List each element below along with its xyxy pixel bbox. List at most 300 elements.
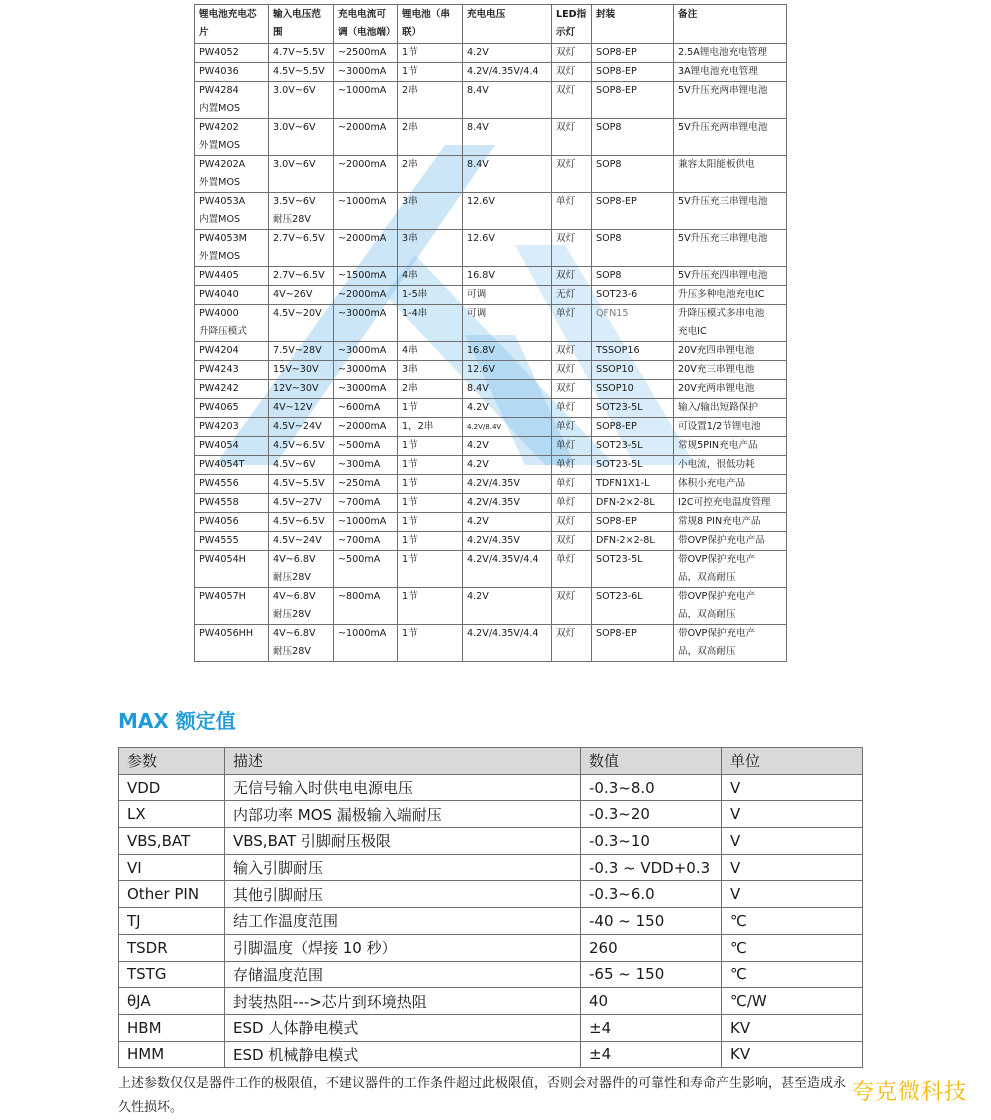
chip-table-row bbox=[195, 119, 787, 156]
max-table-row bbox=[119, 1041, 863, 1068]
cells-cell bbox=[398, 475, 463, 494]
chip-header-cell: LED指示灯 bbox=[552, 5, 592, 44]
input-voltage-cell-text: 4.5V~6.5V bbox=[273, 516, 325, 527]
chip-table-row bbox=[195, 230, 787, 267]
input-voltage-cell-text: 4.5V~24V bbox=[273, 535, 322, 546]
charge-voltage-cell bbox=[463, 551, 552, 588]
cells-cell-text: 1节 bbox=[402, 497, 418, 508]
cells-cell bbox=[398, 156, 463, 193]
led-cell bbox=[552, 551, 592, 588]
brand-watermark-text: 夸克微科技 bbox=[852, 1080, 968, 1105]
led-cell-text: 单灯 bbox=[556, 478, 576, 489]
cells-cell bbox=[398, 588, 463, 625]
charge-voltage-cell bbox=[463, 82, 552, 119]
charge-voltage-cell bbox=[463, 513, 552, 532]
cells-cell bbox=[398, 399, 463, 418]
chip-cell bbox=[195, 380, 269, 399]
charge-voltage-cell bbox=[463, 286, 552, 305]
led-cell bbox=[552, 475, 592, 494]
param-cell: TSDR bbox=[119, 934, 225, 961]
charge-voltage-cell bbox=[463, 456, 552, 475]
charge-voltage-cell-text: 4.2V/4.35V/4.4 bbox=[467, 628, 539, 639]
current-cell bbox=[334, 44, 398, 63]
input-voltage-cell-text: 4.5V~5.5V bbox=[273, 478, 325, 489]
chip-cell bbox=[195, 361, 269, 380]
unit-cell: ℃ bbox=[722, 934, 863, 961]
chip-table-row bbox=[195, 193, 787, 230]
package-cell-text: SOP8 bbox=[596, 233, 622, 244]
current-cell-text: ~3000mA bbox=[338, 345, 387, 356]
input-voltage-cell-text: 4V~6.8V bbox=[273, 591, 316, 602]
current-cell bbox=[334, 82, 398, 119]
value-cell: -65 ~ 150 bbox=[581, 961, 722, 988]
chip-cell-text: PW4056HH bbox=[199, 628, 254, 639]
max-table-row bbox=[119, 828, 863, 855]
cells-cell bbox=[398, 625, 463, 662]
max-table-row bbox=[119, 988, 863, 1015]
current-cell bbox=[334, 456, 398, 475]
current-cell bbox=[334, 342, 398, 361]
package-cell-text: TDFN1X1-L bbox=[596, 478, 650, 489]
package-cell-text: SOT23-5L bbox=[596, 440, 643, 451]
led-cell-text: 双灯 bbox=[556, 122, 576, 133]
unit-cell: ℃/W bbox=[722, 988, 863, 1015]
chip-table-row bbox=[195, 532, 787, 551]
led-cell bbox=[552, 44, 592, 63]
unit-cell: KV bbox=[722, 1014, 863, 1041]
charge-voltage-cell bbox=[463, 156, 552, 193]
description-cell: ESD 人体静电模式 bbox=[225, 1014, 581, 1041]
cells-cell bbox=[398, 361, 463, 380]
input-voltage-cell-text: 4.5V~5.5V bbox=[273, 66, 325, 77]
chip-cell-text: PW4040 bbox=[199, 289, 239, 300]
charge-voltage-cell-text: 4.2V bbox=[467, 459, 489, 470]
chip-cell-text: PW4052 bbox=[199, 47, 239, 58]
package-cell bbox=[592, 342, 674, 361]
input-voltage-cell-text: 4.7V~5.5V bbox=[273, 47, 325, 58]
max-table-row bbox=[119, 961, 863, 988]
charge-voltage-cell-text: 12.6V bbox=[467, 364, 495, 375]
chip-table-row bbox=[195, 286, 787, 305]
charge-voltage-cell bbox=[463, 361, 552, 380]
chip-cell bbox=[195, 475, 269, 494]
max-table-row bbox=[119, 1014, 863, 1041]
led-cell-text: 双灯 bbox=[556, 66, 576, 77]
package-cell-text: SOT23-6L bbox=[596, 591, 643, 602]
input-voltage-cell bbox=[269, 286, 334, 305]
current-cell-text: ~3000mA bbox=[338, 66, 387, 77]
charge-voltage-cell-text: 12.6V bbox=[467, 233, 495, 244]
input-voltage-cell bbox=[269, 193, 334, 230]
led-cell bbox=[552, 361, 592, 380]
input-voltage-cell bbox=[269, 44, 334, 63]
led-cell-text: 双灯 bbox=[556, 233, 576, 244]
input-voltage-cell-text: 4.5V~24V bbox=[273, 421, 322, 432]
max-table-row bbox=[119, 774, 863, 801]
input-voltage-cell bbox=[269, 475, 334, 494]
current-cell bbox=[334, 494, 398, 513]
note-cell bbox=[674, 494, 787, 513]
cells-cell-text: 4串 bbox=[402, 345, 418, 356]
param-cell: Other PIN bbox=[119, 881, 225, 908]
charge-voltage-cell-text: 8.4V bbox=[467, 122, 489, 133]
cells-cell bbox=[398, 418, 463, 437]
input-voltage-cell bbox=[269, 305, 334, 342]
note-cell-text: 5V升压充三串锂电池 bbox=[678, 233, 768, 244]
current-cell-text: ~1000mA bbox=[338, 85, 387, 96]
note-cell-text: 3A锂电池充电管理 bbox=[678, 66, 758, 77]
charger-chip-table bbox=[194, 4, 787, 662]
charge-voltage-cell bbox=[463, 399, 552, 418]
chip-cell bbox=[195, 267, 269, 286]
led-cell bbox=[552, 418, 592, 437]
led-cell-text: 单灯 bbox=[556, 459, 576, 470]
note-cell bbox=[674, 267, 787, 286]
chip-cell-text: PW4000 bbox=[199, 308, 239, 319]
charge-voltage-cell-text: 4.2V bbox=[467, 591, 489, 602]
chip-table-header bbox=[195, 5, 787, 44]
charge-voltage-cell-text: 8.4V bbox=[467, 85, 489, 96]
input-voltage-cell-text: 2.7V~6.5V bbox=[273, 233, 325, 244]
value-cell: ±4 bbox=[581, 1041, 722, 1068]
cells-cell-text: 1节 bbox=[402, 440, 418, 451]
led-cell-text: 单灯 bbox=[556, 402, 576, 413]
unit-cell: V bbox=[722, 828, 863, 855]
description-cell: VBS,BAT 引脚耐压极限 bbox=[225, 828, 581, 855]
chip-table-row bbox=[195, 342, 787, 361]
cells-cell-text: 1节 bbox=[402, 478, 418, 489]
note-cell bbox=[674, 456, 787, 475]
package-cell bbox=[592, 286, 674, 305]
current-cell-text: ~1000mA bbox=[338, 196, 387, 207]
note-cell bbox=[674, 119, 787, 156]
led-cell bbox=[552, 286, 592, 305]
package-cell-text: SOP8-EP bbox=[596, 85, 637, 96]
note-cell-text: 带OVP保护充电产 bbox=[678, 628, 756, 639]
package-cell-text: DFN-2×2-8L bbox=[596, 497, 655, 508]
param-cell: VDD bbox=[119, 774, 225, 801]
value-cell: 260 bbox=[581, 934, 722, 961]
chip-cell bbox=[195, 286, 269, 305]
cells-cell bbox=[398, 63, 463, 82]
led-cell-text: 双灯 bbox=[556, 159, 576, 170]
value-cell: ±4 bbox=[581, 1014, 722, 1041]
chip-table-row bbox=[195, 156, 787, 193]
package-cell bbox=[592, 44, 674, 63]
input-voltage-cell-subtext: 耐压28V bbox=[273, 609, 311, 620]
chip-cell-text: PW4242 bbox=[199, 383, 239, 394]
chip-cell-text: PW4054T bbox=[199, 459, 245, 470]
chip-table-row bbox=[195, 551, 787, 588]
charge-voltage-cell bbox=[463, 418, 552, 437]
led-cell bbox=[552, 82, 592, 119]
note-cell bbox=[674, 418, 787, 437]
led-cell-text: 单灯 bbox=[556, 440, 576, 451]
led-cell-text: 双灯 bbox=[556, 47, 576, 58]
chip-cell-text: PW4054 bbox=[199, 440, 239, 451]
note-cell bbox=[674, 551, 787, 588]
description-cell: 结工作温度范围 bbox=[225, 908, 581, 935]
charge-voltage-cell bbox=[463, 193, 552, 230]
note-cell bbox=[674, 532, 787, 551]
charge-voltage-cell-text: 4.2V/4.35V/4.4 bbox=[467, 554, 539, 565]
led-cell bbox=[552, 119, 592, 156]
input-voltage-cell-subtext: 耐压28V bbox=[273, 646, 311, 657]
input-voltage-cell-text: 15V~30V bbox=[273, 364, 319, 375]
input-voltage-cell bbox=[269, 119, 334, 156]
cells-cell bbox=[398, 342, 463, 361]
chip-table-row bbox=[195, 513, 787, 532]
chip-cell-text: PW4555 bbox=[199, 535, 239, 546]
package-cell-text: SOT23-5L bbox=[596, 554, 643, 565]
charge-voltage-cell-text: 可调 bbox=[467, 289, 487, 300]
charge-voltage-cell bbox=[463, 44, 552, 63]
package-cell bbox=[592, 156, 674, 193]
charge-voltage-cell-text: 16.8V bbox=[467, 270, 495, 281]
charge-voltage-cell-text: 4.2V/4.35V bbox=[467, 497, 520, 508]
cells-cell bbox=[398, 82, 463, 119]
chip-table-row bbox=[195, 267, 787, 286]
note-cell-subtext: 品，双高耐压 bbox=[678, 572, 736, 583]
package-cell-text: SOP8 bbox=[596, 122, 622, 133]
input-voltage-cell bbox=[269, 342, 334, 361]
chip-table-row bbox=[195, 44, 787, 63]
note-cell bbox=[674, 513, 787, 532]
max-header-cell: 单位 bbox=[722, 748, 863, 775]
cells-cell bbox=[398, 286, 463, 305]
chip-cell-text: PW4054H bbox=[199, 554, 246, 565]
chip-cell-text: PW4202 bbox=[199, 122, 239, 133]
chip-cell bbox=[195, 119, 269, 156]
cells-cell-text: 4串 bbox=[402, 270, 418, 281]
charge-voltage-cell bbox=[463, 342, 552, 361]
current-cell bbox=[334, 63, 398, 82]
description-cell: 引脚温度（焊接 10 秒） bbox=[225, 934, 581, 961]
note-cell-text: 20V充三串锂电池 bbox=[678, 364, 755, 375]
chip-cell bbox=[195, 456, 269, 475]
package-cell bbox=[592, 625, 674, 662]
note-cell bbox=[674, 437, 787, 456]
note-cell bbox=[674, 588, 787, 625]
input-voltage-cell bbox=[269, 82, 334, 119]
input-voltage-cell bbox=[269, 456, 334, 475]
input-voltage-cell bbox=[269, 513, 334, 532]
value-cell: -0.3~10 bbox=[581, 828, 722, 855]
current-cell bbox=[334, 156, 398, 193]
chip-cell-subtext: 内置MOS bbox=[199, 103, 241, 114]
cells-cell-text: 1节 bbox=[402, 535, 418, 546]
led-cell-text: 单灯 bbox=[556, 554, 576, 565]
led-cell bbox=[552, 267, 592, 286]
unit-cell: ℃ bbox=[722, 908, 863, 935]
chip-cell-text: PW4065 bbox=[199, 402, 239, 413]
chip-cell bbox=[195, 399, 269, 418]
cells-cell-text: 1节 bbox=[402, 47, 418, 58]
input-voltage-cell bbox=[269, 588, 334, 625]
current-cell-text: ~250mA bbox=[338, 478, 381, 489]
charge-voltage-cell-text: 4.2V bbox=[467, 516, 489, 527]
note-cell-text: 20V充两串锂电池 bbox=[678, 383, 755, 394]
value-cell: -40 ~ 150 bbox=[581, 908, 722, 935]
unit-cell: V bbox=[722, 854, 863, 881]
note-cell-text: 升降压模式多串电池 bbox=[678, 308, 765, 319]
led-cell bbox=[552, 513, 592, 532]
max-table-row bbox=[119, 854, 863, 881]
package-cell-text: DFN-2×2-8L bbox=[596, 535, 655, 546]
value-cell: -0.3~6.0 bbox=[581, 881, 722, 908]
note-cell-text: 可设置1/2节锂电池 bbox=[678, 421, 761, 432]
chip-cell bbox=[195, 513, 269, 532]
unit-cell: KV bbox=[722, 1041, 863, 1068]
max-header-cell: 数值 bbox=[581, 748, 722, 775]
cells-cell bbox=[398, 532, 463, 551]
chip-cell-text: PW4405 bbox=[199, 270, 239, 281]
input-voltage-cell bbox=[269, 399, 334, 418]
unit-cell: V bbox=[722, 774, 863, 801]
cells-cell bbox=[398, 380, 463, 399]
current-cell-text: ~2000mA bbox=[338, 233, 387, 244]
unit-cell: V bbox=[722, 801, 863, 828]
current-cell bbox=[334, 193, 398, 230]
current-cell bbox=[334, 475, 398, 494]
cells-cell-text: 1-4串 bbox=[402, 308, 428, 319]
cells-cell-text: 1节 bbox=[402, 628, 418, 639]
chip-cell bbox=[195, 551, 269, 588]
chip-table-body bbox=[195, 44, 787, 662]
led-cell bbox=[552, 193, 592, 230]
input-voltage-cell bbox=[269, 267, 334, 286]
charge-voltage-cell-text: 12.6V bbox=[467, 196, 495, 207]
note-cell bbox=[674, 625, 787, 662]
package-cell bbox=[592, 494, 674, 513]
chip-cell-subtext: 外置MOS bbox=[199, 140, 241, 151]
led-cell-text: 单灯 bbox=[556, 308, 576, 319]
chip-table-row bbox=[195, 475, 787, 494]
chip-cell-subtext: 升降压模式 bbox=[199, 326, 247, 337]
chip-header-cell: 备注 bbox=[674, 5, 787, 44]
chip-header-cell: 锂电池（串联） bbox=[398, 5, 463, 44]
note-cell-text: 常规5PIN充电产品 bbox=[678, 440, 758, 451]
current-cell-text: ~500mA bbox=[338, 440, 381, 451]
package-cell bbox=[592, 588, 674, 625]
charge-voltage-cell-text: 4.2V bbox=[467, 440, 489, 451]
note-cell bbox=[674, 380, 787, 399]
led-cell bbox=[552, 399, 592, 418]
charge-voltage-cell-text: 8.4V bbox=[467, 159, 489, 170]
package-cell-text: SOT23-5L bbox=[596, 402, 643, 413]
description-cell: ESD 机械静电模式 bbox=[225, 1041, 581, 1068]
note-cell bbox=[674, 305, 787, 342]
chip-header-cell: 充电电压 bbox=[463, 5, 552, 44]
cells-cell-text: 1节 bbox=[402, 516, 418, 527]
cells-cell-text: 1节 bbox=[402, 591, 418, 602]
cells-cell bbox=[398, 267, 463, 286]
package-cell-text: SOP8 bbox=[596, 270, 622, 281]
package-cell-text: SSOP10 bbox=[596, 383, 634, 394]
chip-cell bbox=[195, 342, 269, 361]
current-cell bbox=[334, 305, 398, 342]
max-table-row bbox=[119, 881, 863, 908]
cells-cell bbox=[398, 119, 463, 156]
note-cell-subtext: 充电IC bbox=[678, 326, 707, 337]
current-cell-text: ~2000mA bbox=[338, 421, 387, 432]
max-table-row bbox=[119, 908, 863, 935]
led-cell-text: 单灯 bbox=[556, 196, 576, 207]
cells-cell-text: 2串 bbox=[402, 122, 418, 133]
led-cell-text: 双灯 bbox=[556, 364, 576, 375]
chip-table-row bbox=[195, 456, 787, 475]
input-voltage-cell-text: 12V~30V bbox=[273, 383, 319, 394]
chip-table-row bbox=[195, 63, 787, 82]
current-cell-text: ~2500mA bbox=[338, 47, 387, 58]
chip-cell bbox=[195, 44, 269, 63]
note-cell-text: 带OVP保护充电产 bbox=[678, 554, 756, 565]
current-cell-text: ~3000mA bbox=[338, 383, 387, 394]
input-voltage-cell-text: 3.5V~6V bbox=[273, 196, 316, 207]
package-cell-text: QFN15 bbox=[596, 308, 629, 319]
chip-cell-text: PW4057H bbox=[199, 591, 246, 602]
input-voltage-cell bbox=[269, 437, 334, 456]
max-header-cell: 参数 bbox=[119, 748, 225, 775]
input-voltage-cell-text: 7.5V~28V bbox=[273, 345, 322, 356]
chip-cell-text: PW4243 bbox=[199, 364, 239, 375]
chip-table-row bbox=[195, 625, 787, 662]
max-table-row bbox=[119, 934, 863, 961]
cells-cell-text: 2串 bbox=[402, 159, 418, 170]
cells-cell bbox=[398, 551, 463, 588]
led-cell bbox=[552, 305, 592, 342]
charge-voltage-cell bbox=[463, 437, 552, 456]
note-cell-text: 5V升压充三串锂电池 bbox=[678, 196, 768, 207]
value-cell: -0.3~20 bbox=[581, 801, 722, 828]
input-voltage-cell bbox=[269, 551, 334, 588]
note-cell-text: 常规8 PIN充电产品 bbox=[678, 516, 761, 527]
led-cell bbox=[552, 532, 592, 551]
charge-voltage-cell-text: 4.2V/4.35V bbox=[467, 535, 520, 546]
max-table-body bbox=[119, 774, 863, 1068]
current-cell bbox=[334, 551, 398, 588]
led-cell-text: 双灯 bbox=[556, 345, 576, 356]
led-cell-text: 双灯 bbox=[556, 628, 576, 639]
led-cell-text: 无灯 bbox=[556, 289, 576, 300]
charge-voltage-cell bbox=[463, 380, 552, 399]
chip-cell bbox=[195, 156, 269, 193]
package-cell bbox=[592, 399, 674, 418]
input-voltage-cell-text: 4.5V~27V bbox=[273, 497, 322, 508]
charge-voltage-cell bbox=[463, 475, 552, 494]
package-cell bbox=[592, 513, 674, 532]
chip-cell-subtext: 外置MOS bbox=[199, 251, 241, 262]
package-cell bbox=[592, 305, 674, 342]
charge-voltage-cell bbox=[463, 119, 552, 156]
charge-voltage-cell bbox=[463, 625, 552, 662]
cells-cell bbox=[398, 456, 463, 475]
chip-cell bbox=[195, 437, 269, 456]
current-cell-text: ~3000mA bbox=[338, 364, 387, 375]
max-footnote: 上述参数仅仅是器件工作的极限值，不建议器件的工作条件超过此极限值，否则会对器件的可靠性和寿命产生影响，甚至造成永久性损坏。 bbox=[118, 1076, 847, 1115]
current-cell-text: ~700mA bbox=[338, 497, 381, 508]
note-cell-text: 2.5A锂电池充电管理 bbox=[678, 47, 767, 58]
chip-cell-text: PW4204 bbox=[199, 345, 239, 356]
chip-cell-text: PW4202A bbox=[199, 159, 246, 170]
package-cell bbox=[592, 456, 674, 475]
led-cell bbox=[552, 437, 592, 456]
cells-cell bbox=[398, 230, 463, 267]
led-cell bbox=[552, 230, 592, 267]
chip-cell bbox=[195, 532, 269, 551]
param-cell: HMM bbox=[119, 1041, 225, 1068]
value-cell: -0.3~8.0 bbox=[581, 774, 722, 801]
